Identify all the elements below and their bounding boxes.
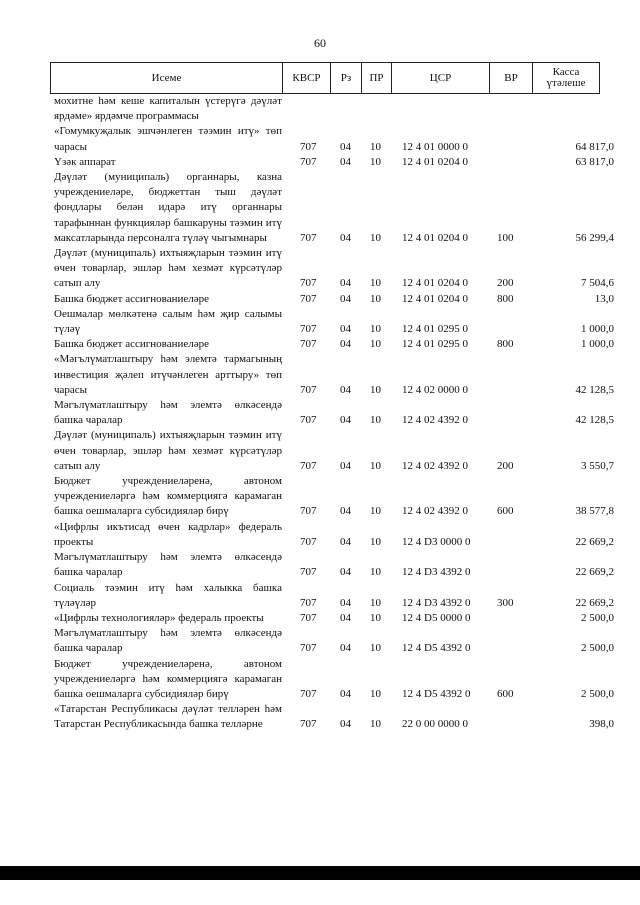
cell-name: Башка бюджет ассигнованиеләре bbox=[54, 338, 209, 351]
header-csr: ЦСР bbox=[392, 63, 490, 93]
cell-kassa: 38 577,8 bbox=[575, 505, 614, 518]
cell-kassa: 63 817,0 bbox=[575, 155, 614, 168]
cell-rz: 04 bbox=[340, 642, 351, 655]
header-rz: Рз bbox=[331, 63, 362, 93]
cell-kassa: 22 669,2 bbox=[575, 535, 614, 548]
cell-csr: 12 4 D5 4392 0 bbox=[402, 642, 471, 655]
cell-csr: 12 4 02 4392 0 bbox=[402, 414, 468, 427]
cell-pr: 10 bbox=[370, 718, 381, 731]
cell-name: Дәүләт (муниципаль) ихтыяҗларын тәэмин итү өчен товарлар, эшләр һәм хезмәт күрсәтүләр сатып алу bbox=[54, 247, 282, 290]
cell-name: Социаль тәэмин итү һәм халыкка башка түләүләр bbox=[54, 581, 282, 609]
cell-csr: 12 4 01 0204 0 bbox=[402, 231, 468, 244]
table-row bbox=[0, 702, 640, 732]
table-row bbox=[0, 657, 640, 703]
header-kvsr: КВСР bbox=[283, 63, 331, 93]
table-row bbox=[0, 155, 640, 170]
cell-csr: 12 4 01 0204 0 bbox=[402, 292, 468, 305]
cell-pr: 10 bbox=[370, 566, 381, 579]
cell-pr: 10 bbox=[370, 535, 381, 548]
cell-csr: 12 4 02 0000 0 bbox=[402, 383, 468, 396]
table-row bbox=[0, 292, 640, 307]
table-row bbox=[0, 474, 640, 520]
cell-rz: 04 bbox=[340, 414, 351, 427]
cell-name: Мәгълүматлаштыру һәм элемтә өлкәсендә башка чаралар bbox=[54, 551, 282, 579]
cell-rz: 04 bbox=[340, 687, 351, 700]
cell-vr: 600 bbox=[497, 687, 514, 700]
cell-kassa: 64 817,0 bbox=[575, 140, 614, 153]
cell-pr: 10 bbox=[370, 338, 381, 351]
cell-kassa: 13,0 bbox=[594, 292, 614, 305]
scan-bottom-band bbox=[0, 866, 640, 880]
cell-vr: 300 bbox=[497, 596, 514, 609]
cell-kvsr: 707 bbox=[300, 611, 317, 624]
cell-rz: 04 bbox=[340, 505, 351, 518]
cell-kassa: 7 504,6 bbox=[581, 277, 614, 290]
cell-kassa: 42 128,5 bbox=[575, 414, 614, 427]
cell-kassa: 1 000,0 bbox=[581, 338, 614, 351]
table-row bbox=[0, 398, 640, 428]
header-kassa-line1: Касса bbox=[552, 66, 580, 78]
cell-kvsr: 707 bbox=[300, 596, 317, 609]
cell-kassa: 398,0 bbox=[589, 718, 614, 731]
cell-rz: 04 bbox=[340, 231, 351, 244]
table-row bbox=[0, 124, 640, 154]
cell-vr: 100 bbox=[497, 231, 514, 244]
cell-kassa: 2 500,0 bbox=[581, 687, 614, 700]
cell-csr: 12 4 01 0295 0 bbox=[402, 338, 468, 351]
table-row bbox=[0, 246, 640, 292]
cell-name: мохитне һәм кеше капиталын үстерүгә дәүләт ярдәме» ярдәмче программасы bbox=[54, 95, 282, 123]
cell-kvsr: 707 bbox=[300, 292, 317, 305]
table-row bbox=[0, 550, 640, 580]
cell-vr: 600 bbox=[497, 505, 514, 518]
cell-rz: 04 bbox=[340, 383, 351, 396]
table-row bbox=[0, 626, 640, 656]
cell-pr: 10 bbox=[370, 292, 381, 305]
cell-pr: 10 bbox=[370, 596, 381, 609]
cell-csr: 12 4 D5 0000 0 bbox=[402, 611, 471, 624]
cell-kvsr: 707 bbox=[300, 338, 317, 351]
cell-rz: 04 bbox=[340, 718, 351, 731]
cell-kvsr: 707 bbox=[300, 535, 317, 548]
cell-csr: 12 4 02 4392 0 bbox=[402, 505, 468, 518]
cell-csr: 12 4 D3 0000 0 bbox=[402, 535, 471, 548]
cell-name: Бюджет учреждениеләренә, автоном учреждениеләргә һәм коммерциягә карамаган башка оешмаларга субсидияләр бирү bbox=[54, 657, 282, 700]
cell-rz: 04 bbox=[340, 323, 351, 336]
cell-kvsr: 707 bbox=[300, 277, 317, 290]
cell-rz: 04 bbox=[340, 140, 351, 153]
table-row bbox=[0, 611, 640, 626]
cell-vr: 800 bbox=[497, 338, 514, 351]
cell-kassa: 2 500,0 bbox=[581, 642, 614, 655]
cell-csr: 12 4 D3 4392 0 bbox=[402, 596, 471, 609]
cell-vr: 800 bbox=[497, 292, 514, 305]
header-name: Исеме bbox=[51, 63, 283, 93]
cell-name: «Гомумкуҗалык эшчәнлеген тәэмин итү» төп чарасы bbox=[54, 125, 282, 153]
cell-csr: 12 4 01 0204 0 bbox=[402, 155, 468, 168]
cell-name: Үзәк аппарат bbox=[54, 155, 116, 168]
cell-pr: 10 bbox=[370, 383, 381, 396]
cell-kvsr: 707 bbox=[300, 155, 317, 168]
cell-kvsr: 707 bbox=[300, 383, 317, 396]
cell-pr: 10 bbox=[370, 459, 381, 472]
cell-kassa: 42 128,5 bbox=[575, 383, 614, 396]
table-header bbox=[50, 62, 600, 94]
cell-pr: 10 bbox=[370, 277, 381, 290]
cell-name: Мәгълүматлаштыру һәм элемтә өлкәсендә башка чаралар bbox=[54, 627, 282, 655]
cell-kvsr: 707 bbox=[300, 642, 317, 655]
cell-csr: 12 4 01 0000 0 bbox=[402, 140, 468, 153]
cell-pr: 10 bbox=[370, 155, 381, 168]
cell-pr: 10 bbox=[370, 505, 381, 518]
header-kassa-line2: үтәлеше bbox=[546, 77, 586, 89]
table-row bbox=[0, 337, 640, 352]
cell-rz: 04 bbox=[340, 535, 351, 548]
cell-name: Башка бюджет ассигнованиеләре bbox=[54, 292, 209, 305]
cell-kvsr: 707 bbox=[300, 323, 317, 336]
table-body bbox=[0, 94, 640, 733]
cell-name: «Цифрлы икътисад өчен кадрлар» федераль проекты bbox=[54, 520, 282, 548]
table-row bbox=[0, 428, 640, 474]
cell-vr: 200 bbox=[497, 277, 514, 290]
cell-kassa: 56 299,4 bbox=[575, 231, 614, 244]
cell-csr: 12 4 01 0204 0 bbox=[402, 277, 468, 290]
cell-kvsr: 707 bbox=[300, 459, 317, 472]
cell-rz: 04 bbox=[340, 277, 351, 290]
cell-pr: 10 bbox=[370, 231, 381, 244]
cell-rz: 04 bbox=[340, 338, 351, 351]
table-row bbox=[0, 352, 640, 398]
cell-rz: 04 bbox=[340, 611, 351, 624]
cell-kassa: 22 669,2 bbox=[575, 596, 614, 609]
cell-pr: 10 bbox=[370, 642, 381, 655]
cell-kvsr: 707 bbox=[300, 231, 317, 244]
table-row bbox=[0, 581, 640, 611]
cell-rz: 04 bbox=[340, 596, 351, 609]
cell-name: «Татарстан Республикасы дәүләт телләрен һәм Татарстан Республикасында башка телләрне bbox=[54, 703, 282, 731]
cell-name: Оешмалар мөлкәтенә салым һәм җир салымы түләү bbox=[54, 307, 282, 336]
cell-rz: 04 bbox=[340, 459, 351, 472]
cell-name: Мәгълүматлаштыру һәм элемтә өлкәсендә башка чаралар bbox=[54, 399, 282, 427]
cell-kvsr: 707 bbox=[300, 718, 317, 731]
cell-kassa: 22 669,2 bbox=[575, 566, 614, 579]
cell-csr: 12 4 D3 4392 0 bbox=[402, 566, 471, 579]
cell-name: «Цифрлы технологияләр» федераль проекты bbox=[54, 611, 264, 624]
cell-kassa: 2 500,0 bbox=[581, 611, 614, 624]
cell-csr: 12 4 01 0295 0 bbox=[402, 323, 468, 336]
cell-rz: 04 bbox=[340, 292, 351, 305]
cell-kvsr: 707 bbox=[300, 140, 317, 153]
cell-name: Дәүләт (муниципаль) органнары, казна учреждениеләре, бюджеттан тыш дәүләт фондлары белән идарә итү органнары тарафыннан функцияләр башкаруны тәэмин итү максатларында персоналга түләү чыгымнары bbox=[54, 171, 282, 244]
cell-name: Дәүләт (муниципаль) ихтыяҗларын тәэмин итү өчен товарлар, эшләр һәм хезмәт күрсәтүләр сатып алу bbox=[54, 429, 282, 472]
cell-kassa: 1 000,0 bbox=[581, 323, 614, 336]
table-row bbox=[0, 94, 640, 124]
cell-csr: 22 0 00 0000 0 bbox=[402, 718, 468, 731]
cell-pr: 10 bbox=[370, 140, 381, 153]
cell-pr: 10 bbox=[370, 414, 381, 427]
cell-vr: 200 bbox=[497, 459, 514, 472]
cell-pr: 10 bbox=[370, 611, 381, 624]
cell-kvsr: 707 bbox=[300, 414, 317, 427]
header-pr: ПР bbox=[362, 63, 392, 93]
cell-name: «Мәгълүматлаштыру һәм элемтә тармагының инвестиция җәлеп итүчәнлеген арттыру» төп чарасы bbox=[54, 353, 282, 396]
cell-kvsr: 707 bbox=[300, 505, 317, 518]
cell-csr: 12 4 02 4392 0 bbox=[402, 459, 468, 472]
cell-kvsr: 707 bbox=[300, 566, 317, 579]
cell-rz: 04 bbox=[340, 566, 351, 579]
cell-csr: 12 4 D5 4392 0 bbox=[402, 687, 471, 700]
cell-pr: 10 bbox=[370, 323, 381, 336]
cell-name: Бюджет учреждениеләренә, автоном учреждениеләргә һәм коммерциягә карамаган башка оешмаларга субсидияләр бирү bbox=[54, 475, 282, 518]
cell-kvsr: 707 bbox=[300, 687, 317, 700]
table-row bbox=[0, 307, 640, 337]
header-vr: ВР bbox=[490, 63, 533, 93]
page-number: 60 bbox=[314, 36, 326, 50]
cell-pr: 10 bbox=[370, 687, 381, 700]
table-row bbox=[0, 170, 640, 246]
table-row bbox=[0, 520, 640, 550]
header-kassa bbox=[533, 63, 599, 93]
cell-kassa: 3 550,7 bbox=[581, 459, 614, 472]
cell-rz: 04 bbox=[340, 155, 351, 168]
